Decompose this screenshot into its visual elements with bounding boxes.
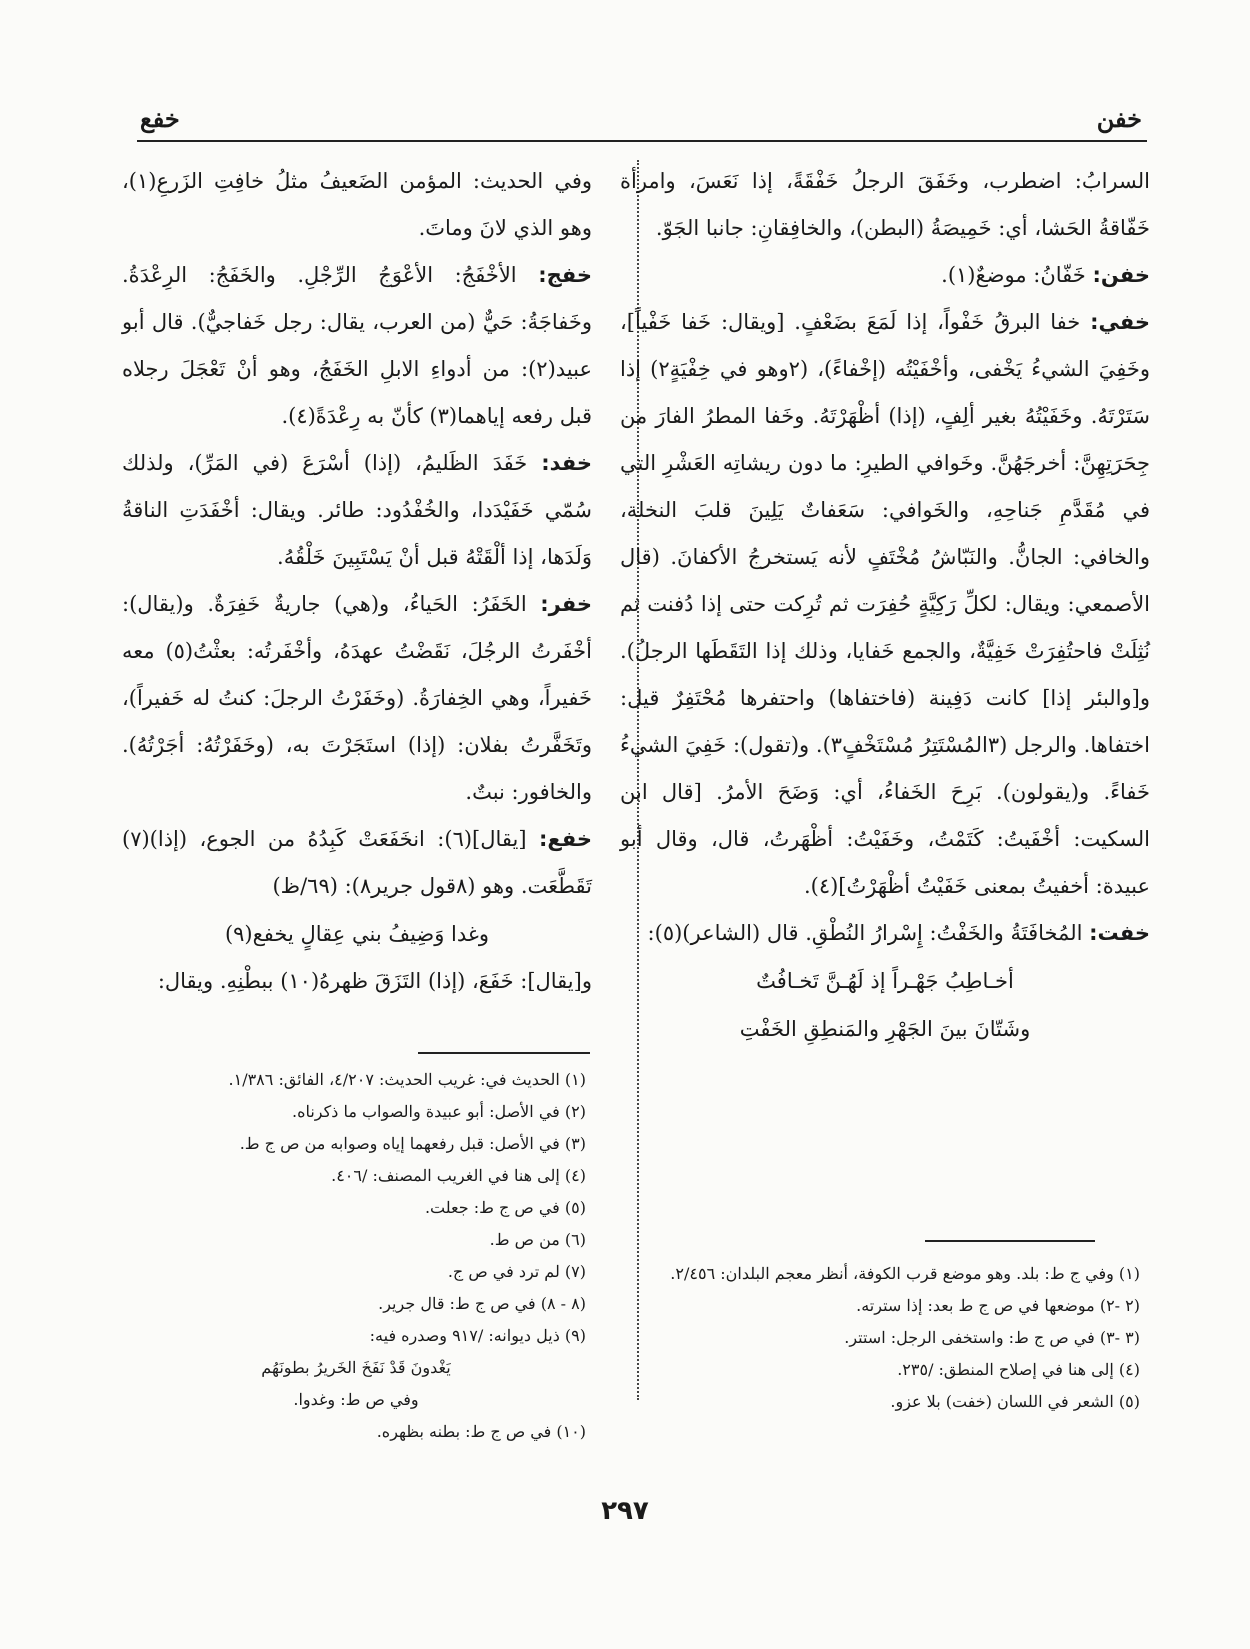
footnote: (٢) في الأصل: أبو عبيدة والصواب ما ذكرناه. bbox=[292, 1102, 586, 1121]
entry-text: خفا البرقُ خَفْواً، إذا لَمَعَ بضَعْفٍ. [ويقال: خَفا خَفْياً]، وخَفِيَ الشيءُ يَخْفى، وأخْفَيْتُه (إخْفاءً)، (٢وهو في خِفْيَةٍ٢) إذا سَتَرْتَهُ. وخَفَيْتُهُ بغير ألِفٍ، (إذا) أظْهَرْتَهُ. وخَفا المطرُ الفارَ من جِحَرَتِهِنَّ: أخرجَهُنَّ. وخَوافي الطيرِ: ما دون ريشاتِه العَشْرِ التي في مُقَدَّمِ جَناحِهِ، والخَوافي: سَعَفاتٌ يَلِينَ قلبَ النخلة، والخافي: الجانُّ. والنَبّاشُ مُخْتَفٍ لأنه يَستخرجُ الأكفانَ. (قال الأصمعي: ويقال: لكلِّ رَكِيَّةٍ حُفِرَت ثم تُرِكت حتى إذا دُفنت ثم نُثِلَتْ فاحتُفِرَتْ خَفِيَّةٌ، والجمع خَفايا، وذلك إذا التَقَطَها الرجلُ). و[والبئر إذا] كانت دَفِينة (فاختفاها) واحتفرها مُحْتَفِرٌ قيل: اختفاها. والرجل (٣المُسْتَتِرُ مُسْتَخْفٍ٣). و(تقول): خَفِيَ الشيءُ خَفاءً. و(يقولون). بَرِحَ الخَفاءُ، أي: وَضَحَ الأمرُ. [قال ابن السكيت: أخْفَيتُ: كَتَمْتُ، وخَفَيْتُ: أظْهَرتُ، قال، وقال أبو عبيدة: أخفيتُ بمعنى خَفَيْتُ أظْهَرْتُ](٤). bbox=[620, 310, 1150, 898]
footnote: (٧) لم ترد في ص ج. bbox=[447, 1262, 586, 1281]
left-column bbox=[122, 158, 592, 1005]
footnote: (١٠) في ص ج ط: بطنه بظهره. bbox=[376, 1422, 586, 1441]
verse-line: وشَتّانَ بينَ الجَهْرِ والمَنطِقِ الخَفْتِ bbox=[739, 1017, 1031, 1041]
footnote: (١) وفي ج ط: بلد. وهو موضع قرب الكوفة، أنظر معجم البلدان: ٢/٤٥٦. bbox=[670, 1264, 1140, 1283]
entry-text: خَفّانُ: موضعٌ(١). bbox=[941, 263, 1093, 287]
headword: خفع: bbox=[538, 827, 592, 851]
headword: خفج: bbox=[538, 263, 592, 287]
verse-line: أخـاطِبُ جَهْـراً إذ لَهُـنَّ تَخـافُتٌ bbox=[756, 969, 1014, 993]
entry-text: الأخْفَجُ: الأعْوَجُ الرِّجْلِ. والخَفَجُ: الرِعْدَةُ. وخَفاجَةُ: حَيٌّ (من العرب، يقال: رجل خَفاجيٌّ). قال أبو عبيد(٢): من أدواءِ الابلِ الخَفَجُ، وهو أنْ تَعْجَلَ رجلاه قبل رفعه إياهما(٣) كأنّ به رِعْدَةً(٤). bbox=[122, 263, 592, 428]
footnote: (٦) من ص ط. bbox=[489, 1230, 586, 1249]
paragraph: و[يقال]: خَفَعَ، (إذا) التَزَقَ ظهرهُ(١٠) ببطْنِهِ. ويقال: bbox=[157, 969, 592, 993]
header-left-word: خفع bbox=[140, 104, 180, 133]
entry-khfj bbox=[122, 252, 592, 440]
entry-text: خَفَدَ الظَليمُ، (إذا) أسْرَعَ (في المَرِّ)، ولذلك سُمّي خَفَيْدَدا، والخُفْدُود: طائر. ويقال: أخْفَدَتِ الناقةُ وَلَدَها، إذا ألْقَتْهُ قبل أنْ يَسْتَبِينَ خَلْقُهُ. bbox=[122, 451, 592, 569]
footnote: (١) الحديث في: غريب الحديث: ٤/٢٠٧، الفائق: ١/٣٨٦. bbox=[228, 1070, 586, 1089]
footnote: (٤) إلى هنا في إصلاح المنطق: /٢٣٥. bbox=[897, 1360, 1140, 1379]
footnote: (٩) ذيل ديوانه: /٩١٧ وصدره فيه: bbox=[369, 1326, 586, 1345]
footnote: وفي ص ط: وغدوا. bbox=[293, 1390, 419, 1409]
footnote-rule-right bbox=[925, 1240, 1095, 1242]
headword: خفن: bbox=[1092, 263, 1150, 287]
headword: خفر: bbox=[540, 592, 592, 616]
entry-khfr bbox=[122, 581, 592, 816]
footnote: (٥) الشعر في اللسان (خفت) بلا عزو. bbox=[890, 1392, 1140, 1411]
entry-khft bbox=[620, 910, 1150, 957]
footnote: (٣ -٣) في ص ج ط: واستخفى الرجل: استتر. bbox=[844, 1328, 1140, 1347]
entry-khfy bbox=[620, 299, 1150, 910]
paragraph: وفي الحديث: المؤمن الضَعيفُ مثلُ خافِتِ الزَرعِ(١)، وهو الذي لانَ وماتَ. bbox=[122, 169, 592, 240]
entry-khfd bbox=[122, 440, 592, 581]
header-right-word: خفن bbox=[1096, 104, 1142, 133]
headword: خفي: bbox=[1090, 310, 1150, 334]
header-rule bbox=[137, 140, 1147, 142]
footnote: (٥) في ص ج ط: جعلت. bbox=[424, 1198, 586, 1217]
footnote: (٣) في الأصل: قبل رفعهما إياه وصوابه من ص ج ط. bbox=[239, 1134, 586, 1153]
entry-khfn bbox=[620, 252, 1150, 299]
footnote-verse: يَغْدونَ قَدْ نَفَخَ الخَريرُ بطونَهُم bbox=[261, 1358, 451, 1377]
entry-text: الخَفَرُ: الحَياءُ، و(هي) جاريةٌ خَفِرَةٌ. و(يقال): أخْفَرتُ الرجُلَ، نَقَضْتُ عهدَهُ، وأخْفَرتُه: بعثْتُ(٥) معه خَفيراً، وهي الخِفارَةُ. (وخَفَرْتُ الرجلَ: كنتُ له خَفيراً)، وتَخَفَّرتُ بفلان: (إذا) استَجَرْتَ به، (وخَفَرْتُهُ: أجَرْتُهُ). والخافور: نبتٌ. bbox=[122, 592, 592, 804]
paragraph: السرابُ: اضطرب، وخَفَقَ الرجلُ خَفْقَةً، إذا نَعَسَ، وامرأة خَفّاقةُ الحَشا، أي: خَمِيصَةُ (البطن)، والخافِقانِ: جانبا الجَوّ. bbox=[620, 169, 1150, 240]
footnotes-right bbox=[620, 1258, 1140, 1418]
headword: خفد: bbox=[541, 451, 592, 475]
verse-line: وغدا وَضِيفُ بني عِقالٍ يخفع(٩) bbox=[224, 922, 490, 946]
entry-khfa bbox=[122, 816, 592, 910]
footnote: (٢ -٢) موضعها في ص ج ط بعد: إذا سترته. bbox=[856, 1296, 1140, 1315]
footnote: (٤) إلى هنا في الغريب المصنف: /٤٠٦. bbox=[331, 1166, 586, 1185]
footnote: (٨ - ٨) في ص ج ط: قال جرير. bbox=[378, 1294, 586, 1313]
footnotes-left bbox=[126, 1064, 586, 1448]
footnote-rule-left bbox=[418, 1052, 590, 1054]
page-number: ٢٩٧ bbox=[601, 1496, 649, 1526]
right-column bbox=[620, 158, 1150, 1053]
headword: خفت: bbox=[1089, 921, 1150, 945]
entry-text: المُخافَتَةُ والخَفْتُ: إِسْرارُ النُطْقِ. قال (الشاعر)(٥): bbox=[647, 921, 1090, 945]
entry-text: [يقال](٦): انخَفَعَتْ كَبِدُهُ من الجوع، (إذا)(٧) تَقَطَّعَت. وهو (٨قول جرير٨): (٦٩/ظ) bbox=[122, 827, 592, 898]
